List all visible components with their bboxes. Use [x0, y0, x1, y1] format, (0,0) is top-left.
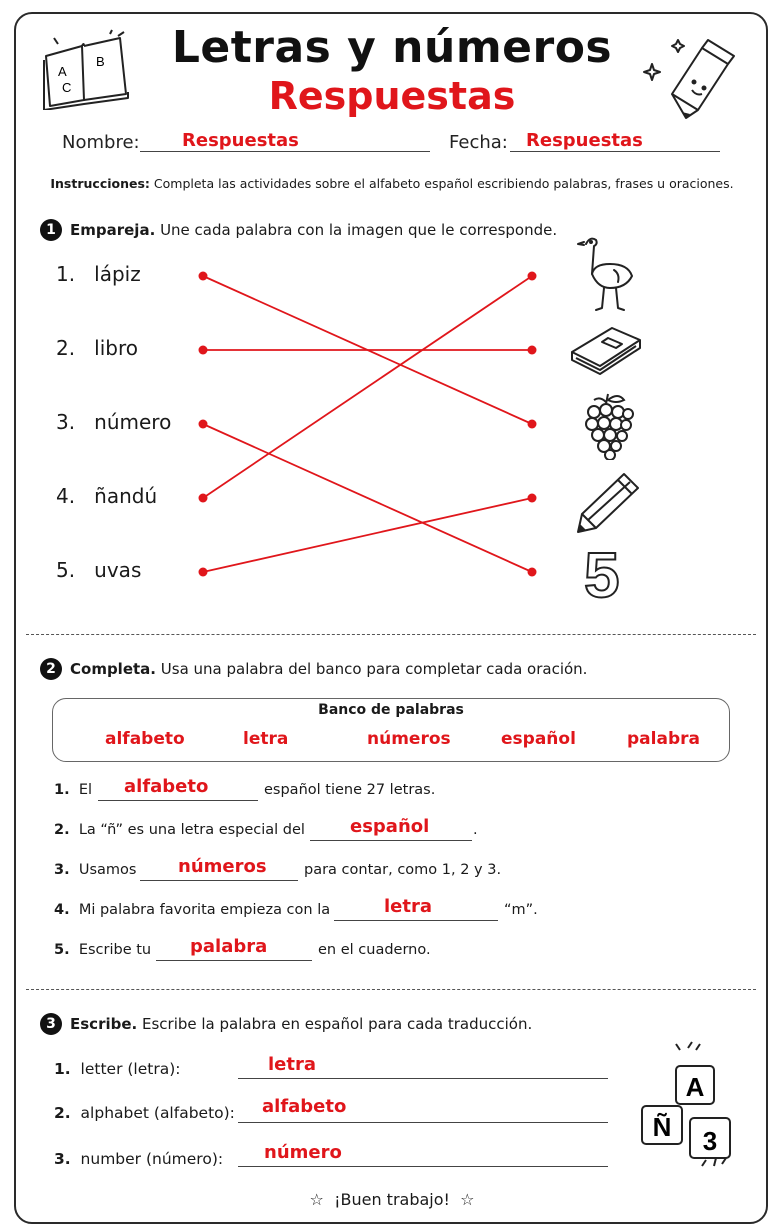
word-bank [52, 698, 730, 762]
sentence-5-blank [156, 960, 312, 961]
section-divider-1 [26, 634, 756, 635]
section-divider-2 [26, 989, 756, 990]
translation-3-line [238, 1166, 608, 1167]
translation-2-answer[interactable]: alfabeto [262, 1096, 347, 1117]
book-letter-b: B [96, 54, 105, 69]
star-icon-left: ☆ [309, 1190, 324, 1209]
bank-word-1: alfabeto [105, 729, 185, 749]
match-word-5[interactable]: 5. uvas [56, 558, 142, 582]
sentence-5-answer[interactable]: palabra [190, 936, 268, 957]
sentence-1-before: El [78, 782, 93, 798]
match-dot-right-2[interactable] [528, 346, 537, 355]
match-line-4 [203, 276, 532, 498]
footer [0, 1190, 784, 1209]
sentence-2-after: . [473, 822, 478, 838]
translation-2-number: 2. [54, 1104, 71, 1122]
sentence-2-before: La “ñ” es una letra especial del [78, 822, 305, 838]
section-3-number: 3 [40, 1013, 62, 1035]
match-line-3 [203, 424, 532, 572]
number-five-icon: 5 [584, 539, 620, 611]
match-line-5 [203, 498, 532, 572]
instructions-label: Instrucciones: [50, 176, 150, 191]
translation-3-answer[interactable]: número [264, 1142, 342, 1163]
translation-3-prompt: number (número): [80, 1150, 224, 1168]
date-label: Fecha: [449, 132, 508, 153]
match-dot-right-5[interactable] [528, 568, 537, 577]
block-letter-enye: Ñ [652, 1112, 672, 1142]
translation-2-line [238, 1122, 608, 1123]
footer-text: ¡Buen trabajo! [334, 1190, 450, 1209]
book-letter-c: C [62, 80, 72, 95]
section-1-number: 1 [40, 219, 62, 241]
section-1-title: Empareja. [70, 221, 156, 239]
sentence-1-blank [98, 800, 258, 801]
match-word-1[interactable]: 1. lápiz [56, 262, 141, 286]
sentence-3-number: 3. [54, 862, 70, 878]
section-2-title: Completa. [70, 660, 156, 678]
book-icon [568, 322, 644, 378]
ostrich-icon [574, 234, 638, 314]
sentence-2-answer[interactable]: español [350, 816, 430, 837]
match-dot-left-3[interactable] [199, 420, 208, 429]
translation-1-answer[interactable]: letra [268, 1054, 317, 1075]
translation-1-number: 1. [54, 1060, 71, 1078]
sentence-2-number: 2. [54, 822, 70, 838]
pencil-icon [574, 468, 644, 538]
name-label: Nombre: [62, 132, 140, 153]
sentence-3-before: Usamos [78, 862, 137, 878]
section-3-text: Escribe la palabra en español para cada traducción. [142, 1015, 533, 1033]
sentence-2-blank [310, 840, 472, 841]
section-2-heading [40, 658, 587, 680]
match-dot-right-4[interactable] [528, 494, 537, 503]
sentence-4-before: Mi palabra favorita empieza con la [78, 902, 331, 918]
match-word-4[interactable]: 4. ñandú [56, 484, 158, 508]
name-value[interactable]: Respuestas [182, 130, 299, 151]
match-word-2[interactable]: 2. libro [56, 336, 138, 360]
sentence-3-blank [140, 880, 298, 881]
block-letter-a: A [685, 1072, 705, 1102]
sentence-3-after: para contar, como 1, 2 y 3. [304, 862, 502, 878]
bank-word-3: números [367, 729, 451, 749]
translation-1-line [238, 1078, 608, 1079]
match-dot-left-2[interactable] [199, 346, 208, 355]
section-2-text: Usa una palabra del banco para completar cada oración. [160, 660, 588, 678]
worksheet-subtitle: Respuestas [268, 74, 516, 118]
section-2-number: 2 [40, 658, 62, 680]
sentence-4-number: 4. [54, 902, 70, 918]
match-dot-left-4[interactable] [199, 494, 208, 503]
section-3-heading [40, 1013, 532, 1035]
bank-word-2: letra [243, 729, 289, 749]
worksheet-title: Letras y números [171, 22, 613, 73]
translation-3-number: 3. [54, 1150, 71, 1168]
sentence-1-answer[interactable]: alfabeto [124, 776, 209, 797]
date-value[interactable]: Respuestas [526, 130, 643, 151]
sentence-1-number: 1. [54, 782, 70, 798]
match-word-3[interactable]: 3. número [56, 410, 172, 434]
sentence-4-blank [334, 920, 498, 921]
book-letter-a: A [58, 64, 67, 79]
match-dot-left-5[interactable] [199, 568, 208, 577]
instructions-text: Completa las actividades sobre el alfabeto español escribiendo palabras, frases u oraciones. [153, 176, 734, 191]
section-1-text: Une cada palabra con la imagen que le corresponde. [160, 221, 558, 239]
section-3-title: Escribe. [70, 1015, 138, 1033]
word-bank-title: Banco de palabras [318, 702, 464, 718]
sentence-5-number: 5. [54, 942, 70, 958]
sentence-4-after: “m”. [504, 902, 538, 918]
bank-word-4: español [501, 729, 576, 749]
sentence-3-answer[interactable]: números [178, 856, 267, 877]
bank-word-5: palabra [627, 729, 700, 749]
sentence-4-answer[interactable]: letra [384, 896, 433, 917]
match-dot-right-3[interactable] [528, 420, 537, 429]
letter-blocks-icon [636, 1040, 746, 1176]
sentence-5-after: en el cuaderno. [318, 942, 431, 958]
block-number-three: 3 [702, 1126, 718, 1156]
translation-1-prompt: letter (letra): [80, 1060, 181, 1078]
match-dot-left-1[interactable] [199, 272, 208, 281]
sentence-1-after: español tiene 27 letras. [264, 782, 436, 798]
match-dot-right-1[interactable] [528, 272, 537, 281]
star-icon-right: ☆ [460, 1190, 475, 1209]
sentence-5-before: Escribe tu [78, 942, 152, 958]
grapes-icon [580, 390, 636, 460]
translation-2-prompt: alphabet (alfabeto): [80, 1104, 235, 1122]
